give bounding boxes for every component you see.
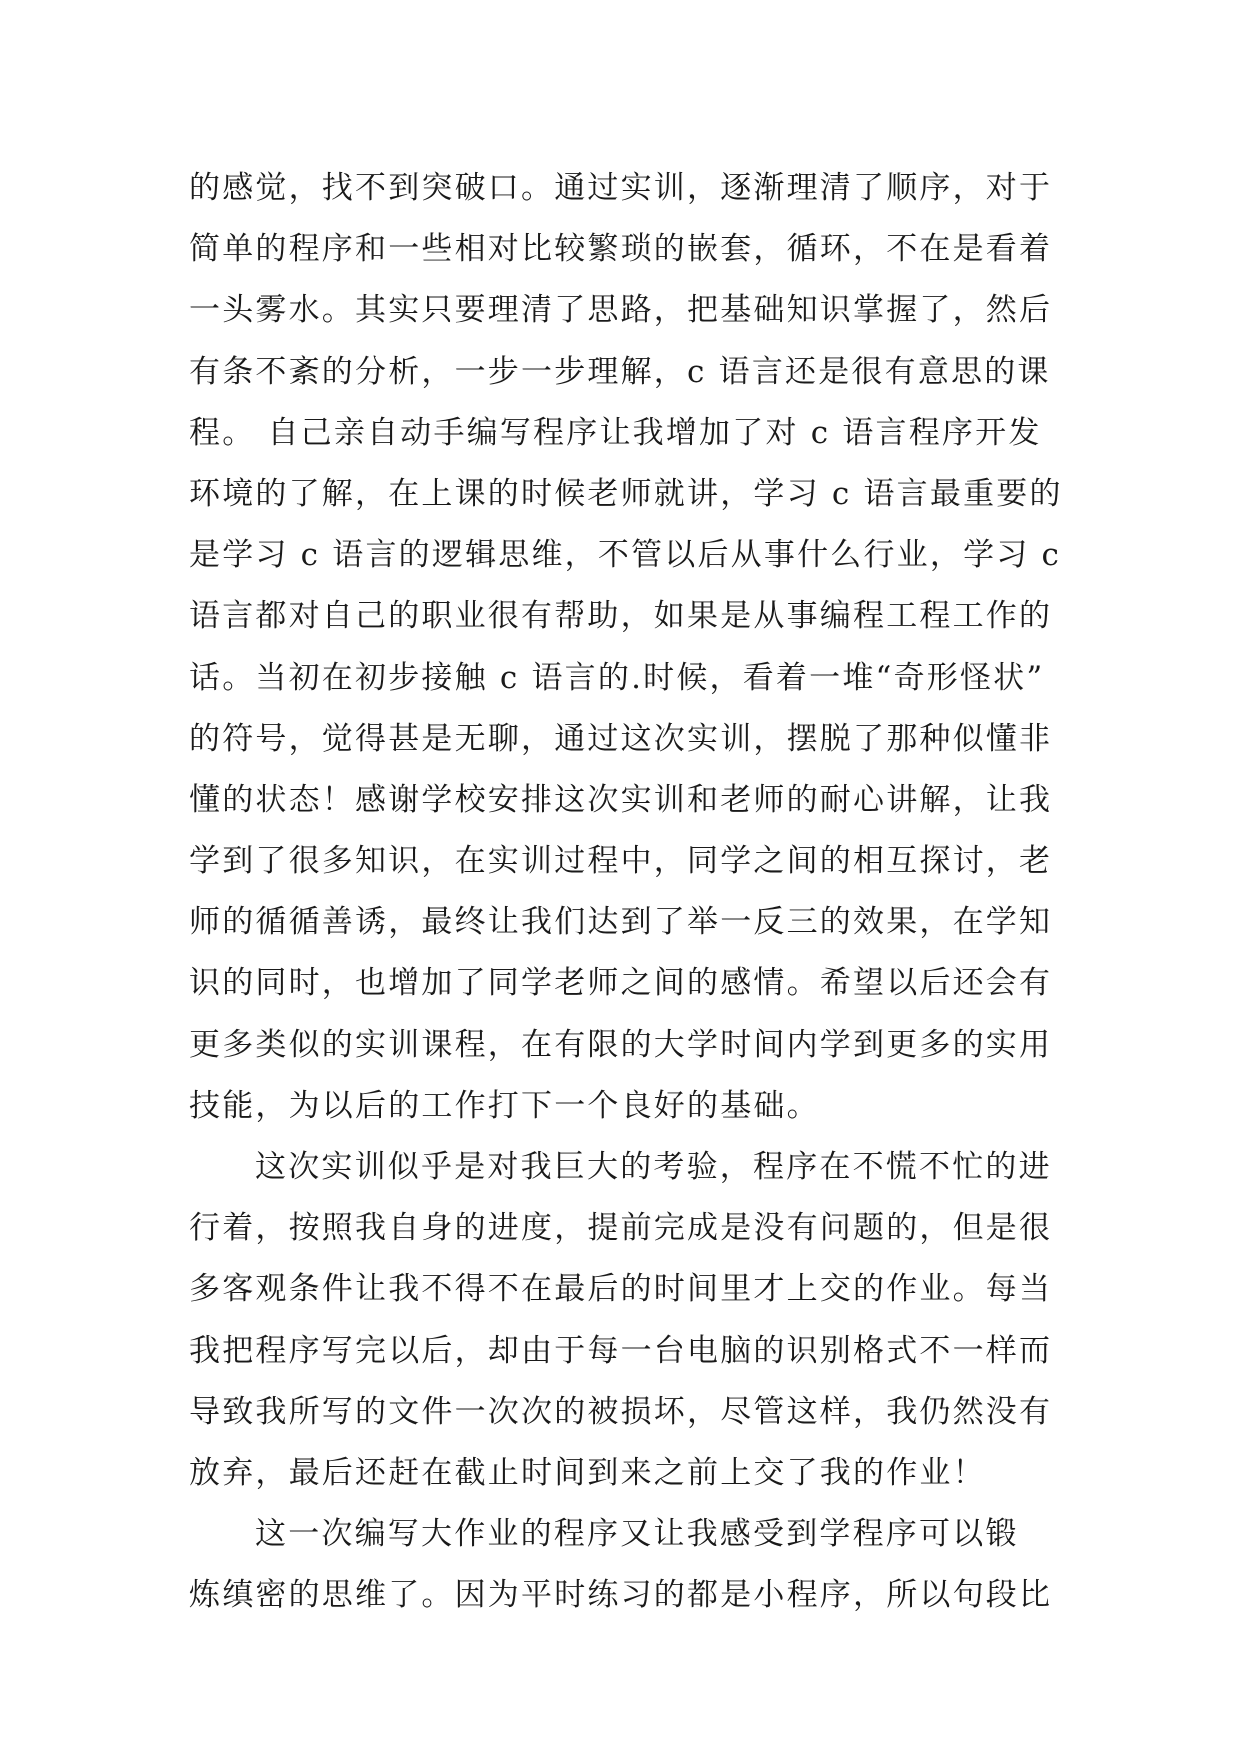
text-line: 环境的了解，在上课的时候老师就讲，学习 c 语言最重要的 — [189, 475, 1063, 512]
text-line: 懂的状态！感谢学校安排这次实训和老师的耐心讲解，让我 — [189, 781, 1053, 818]
text-line: 语言都对自己的职业很有帮助，如果是从事编程工程工作的 — [189, 598, 1053, 635]
text-line: 行着，按照我自身的进度，提前完成是没有问题的，但是很 — [189, 1210, 1053, 1247]
text-line: 师的循循善诱，最终让我们达到了举一反三的效果，在学知 — [189, 904, 1053, 941]
text-line: 的感觉，找不到突破口。通过实训，逐渐理清了顺序，对于 — [189, 170, 1053, 206]
paragraph-start-line: 这次实训似乎是对我巨大的考验，程序在不慌不忙的进 — [255, 1149, 1052, 1185]
text-line: 的符号，觉得甚是无聊，通过这次实训，摆脱了那种似懂非 — [189, 720, 1053, 757]
text-line: 一头雾水。其实只要理清了思路，把基础知识掌握了，然后 — [189, 292, 1053, 329]
text-line: 导致我所写的文件一次次的被损坏，尽管这样，我仍然没有 — [189, 1393, 1053, 1430]
text-line: 多客观条件让我不得不在最后的时间里才上交的作业。每当 — [189, 1271, 1053, 1308]
text-line: 技能，为以后的工作打下一个良好的基础。 — [189, 1087, 820, 1124]
text-line: 更多类似的实训课程，在有限的大学时间内学到更多的实用 — [189, 1026, 1053, 1063]
text-line: 简单的程序和一些相对比较繁琐的嵌套，循环，不在是看着 — [189, 231, 1053, 268]
text-line: 有条不紊的分析，一步一步理解，c 语言还是很有意思的课 — [189, 353, 1051, 390]
text-line: 我把程序写完以后，却由于每一台电脑的识别格式不一样而 — [189, 1332, 1053, 1369]
text-line: 是学习 c 语言的逻辑思维，不管以后从事什么行业，学习 c — [189, 537, 1062, 574]
paragraph-start-line: 这一次编写大作业的程序又让我感受到学程序可以锻 — [255, 1516, 1019, 1553]
text-line: 识的同时，也增加了同学老师之间的感情。希望以后还会有 — [189, 965, 1053, 1002]
text-line: 炼缜密的思维了。因为平时练习的都是小程序，所以句段比 — [189, 1577, 1053, 1614]
text-line: 话。当初在初步接触 c 语言的.时候，看着一堆“奇形怪状” — [189, 659, 1045, 696]
text-line: 学到了很多知识，在实训过程中，同学之间的相互探讨，老 — [189, 843, 1053, 880]
text-line: 程。 自己亲自动手编写程序让我增加了对 c 语言程序开发 — [189, 414, 1042, 451]
text-line: 放弃，最后还赶在截止时间到来之前上交了我的作业！ — [189, 1454, 986, 1491]
body-text — [189, 158, 1063, 1627]
